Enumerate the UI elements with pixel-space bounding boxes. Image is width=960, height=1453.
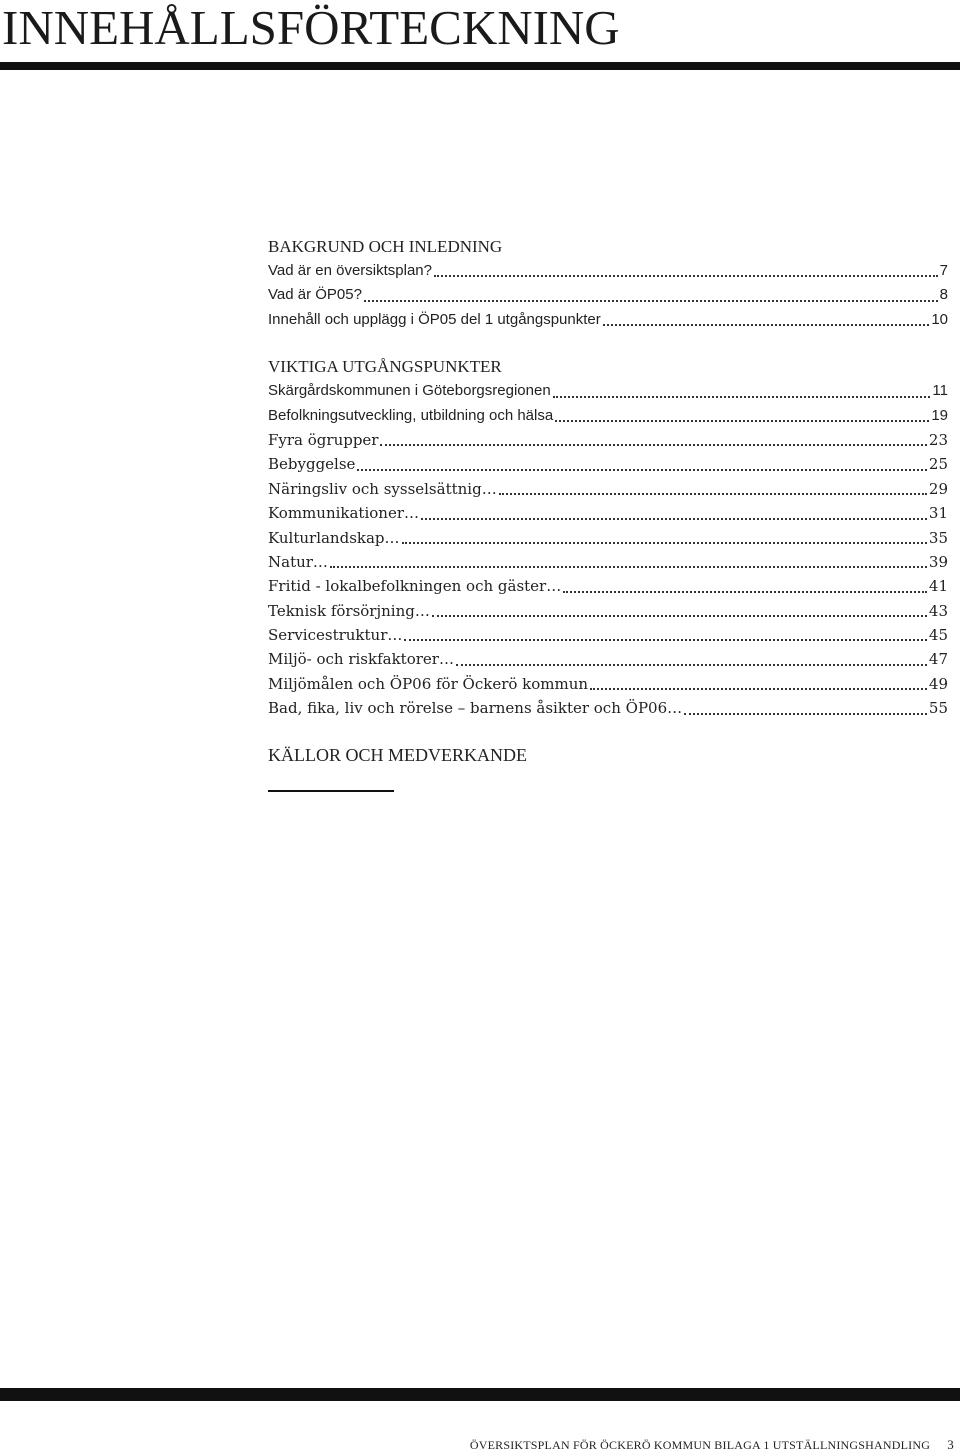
toc-entry-label: Fritid - lokalbefolkningen och gäster… bbox=[268, 577, 562, 596]
toc-entry[interactable] bbox=[268, 647, 948, 671]
dot-leader bbox=[380, 444, 926, 446]
bottom-rule bbox=[0, 1388, 960, 1401]
section-heading-bakgrund: BAKGRUND OCH INLEDNING bbox=[268, 237, 503, 256]
toc-entry-label: Kulturlandskap… bbox=[268, 528, 400, 547]
toc-entry[interactable] bbox=[268, 526, 948, 550]
dot-leader bbox=[555, 420, 929, 422]
toc-entry-label: Teknisk försörjning… bbox=[268, 601, 430, 620]
section-heading-kallor: KÄLLOR OCH MEDVERKANDE bbox=[268, 744, 527, 765]
toc-entry-label: Bad, fika, liv och rörelse – barnens åsikter och ÖP06… bbox=[268, 699, 683, 718]
toc-entry[interactable] bbox=[268, 283, 948, 307]
toc-entry-label: Miljö- och riskfaktorer… bbox=[268, 650, 454, 669]
toc-entry[interactable] bbox=[268, 259, 948, 283]
dot-leader bbox=[603, 324, 930, 326]
spacer bbox=[268, 332, 948, 354]
toc-entry[interactable] bbox=[268, 477, 948, 501]
dot-leader bbox=[330, 566, 927, 568]
dot-leader bbox=[590, 688, 927, 690]
dot-leader bbox=[421, 518, 927, 520]
toc-entry-label: Fyra ögrupper bbox=[268, 430, 379, 449]
toc-entry[interactable] bbox=[268, 379, 948, 403]
dot-leader bbox=[553, 396, 931, 398]
dot-leader bbox=[434, 275, 938, 277]
short-rule bbox=[268, 790, 394, 792]
toc-entry[interactable] bbox=[268, 550, 948, 574]
toc-entry-label: Befolkningsutveckling, utbildning och hälsa bbox=[268, 406, 554, 424]
toc-entry-label: Vad är ÖP05? bbox=[268, 286, 362, 304]
table-of-contents bbox=[268, 234, 948, 768]
dot-leader bbox=[357, 469, 926, 471]
toc-entry-page: 29 bbox=[928, 479, 948, 498]
toc-entry[interactable] bbox=[268, 308, 948, 332]
toc-entry[interactable] bbox=[268, 501, 948, 525]
toc-entry-page: 43 bbox=[928, 601, 948, 620]
dot-leader bbox=[404, 639, 927, 641]
dot-leader bbox=[684, 713, 927, 715]
toc-entry-page: 7 bbox=[939, 262, 948, 279]
page-number: 3 bbox=[947, 1437, 954, 1452]
toc-entry-page: 49 bbox=[928, 674, 948, 693]
toc-entry[interactable] bbox=[268, 623, 948, 647]
top-rule bbox=[0, 62, 960, 70]
dot-leader bbox=[456, 664, 927, 666]
toc-entry-page: 25 bbox=[928, 455, 948, 474]
toc-entry-label: Bebyggelse bbox=[268, 455, 356, 474]
dot-leader bbox=[402, 542, 927, 544]
dot-leader bbox=[563, 591, 927, 593]
toc-entry[interactable] bbox=[268, 672, 948, 696]
toc-entry-page: 55 bbox=[928, 699, 948, 718]
toc-entry-label: Servicestruktur… bbox=[268, 626, 403, 645]
toc-entry-page: 31 bbox=[928, 504, 948, 523]
toc-entry-page: 41 bbox=[928, 577, 948, 596]
toc-entry-label: Skärgårdskommunen i Göteborgsregionen bbox=[268, 382, 551, 400]
toc-entry[interactable] bbox=[268, 574, 948, 598]
page-footer bbox=[470, 1437, 954, 1453]
footer-text: ÖVERSIKTSPLAN FÖR ÖCKERÖ KOMMUN BILAGA 1 UTSTÄLLNINGSHANDLING bbox=[469, 1438, 931, 1452]
toc-entry[interactable] bbox=[268, 452, 948, 476]
toc-entry[interactable] bbox=[268, 428, 948, 452]
toc-entry-label: Näringsliv och sysselsättnig… bbox=[268, 479, 497, 498]
dot-leader bbox=[499, 493, 927, 495]
section-heading-viktiga: VIKTIGA UTGÅNGSPUNKTER bbox=[268, 357, 502, 377]
toc-entry[interactable] bbox=[268, 404, 948, 428]
toc-entry-page: 11 bbox=[932, 382, 948, 400]
toc-entry-page: 19 bbox=[931, 406, 948, 424]
dot-leader bbox=[432, 615, 927, 617]
page-title: INNEHÅLLSFÖRTECKNING bbox=[2, 0, 620, 55]
toc-entry[interactable] bbox=[268, 696, 948, 720]
toc-entry-page: 10 bbox=[931, 310, 948, 328]
toc-entry[interactable] bbox=[268, 599, 948, 623]
toc-entry-page: 8 bbox=[939, 286, 948, 304]
toc-entry-label: Innehåll och upplägg i ÖP05 del 1 utgångspunkter bbox=[268, 310, 601, 328]
toc-entry-page: 39 bbox=[928, 552, 948, 571]
toc-entry-page: 23 bbox=[928, 430, 948, 449]
toc-entry-page: 35 bbox=[928, 528, 948, 547]
toc-entry-label: Miljömålen och ÖP06 för Öckerö kommun bbox=[268, 674, 589, 693]
toc-entry-page: 45 bbox=[928, 626, 948, 645]
toc-entry-label: Kommunikationer… bbox=[268, 504, 419, 523]
toc-entry-label: Natur… bbox=[268, 552, 328, 571]
toc-entry-label: Vad är en översiktsplan? bbox=[268, 262, 432, 279]
toc-entry-page: 47 bbox=[928, 650, 948, 669]
dot-leader bbox=[364, 300, 938, 302]
